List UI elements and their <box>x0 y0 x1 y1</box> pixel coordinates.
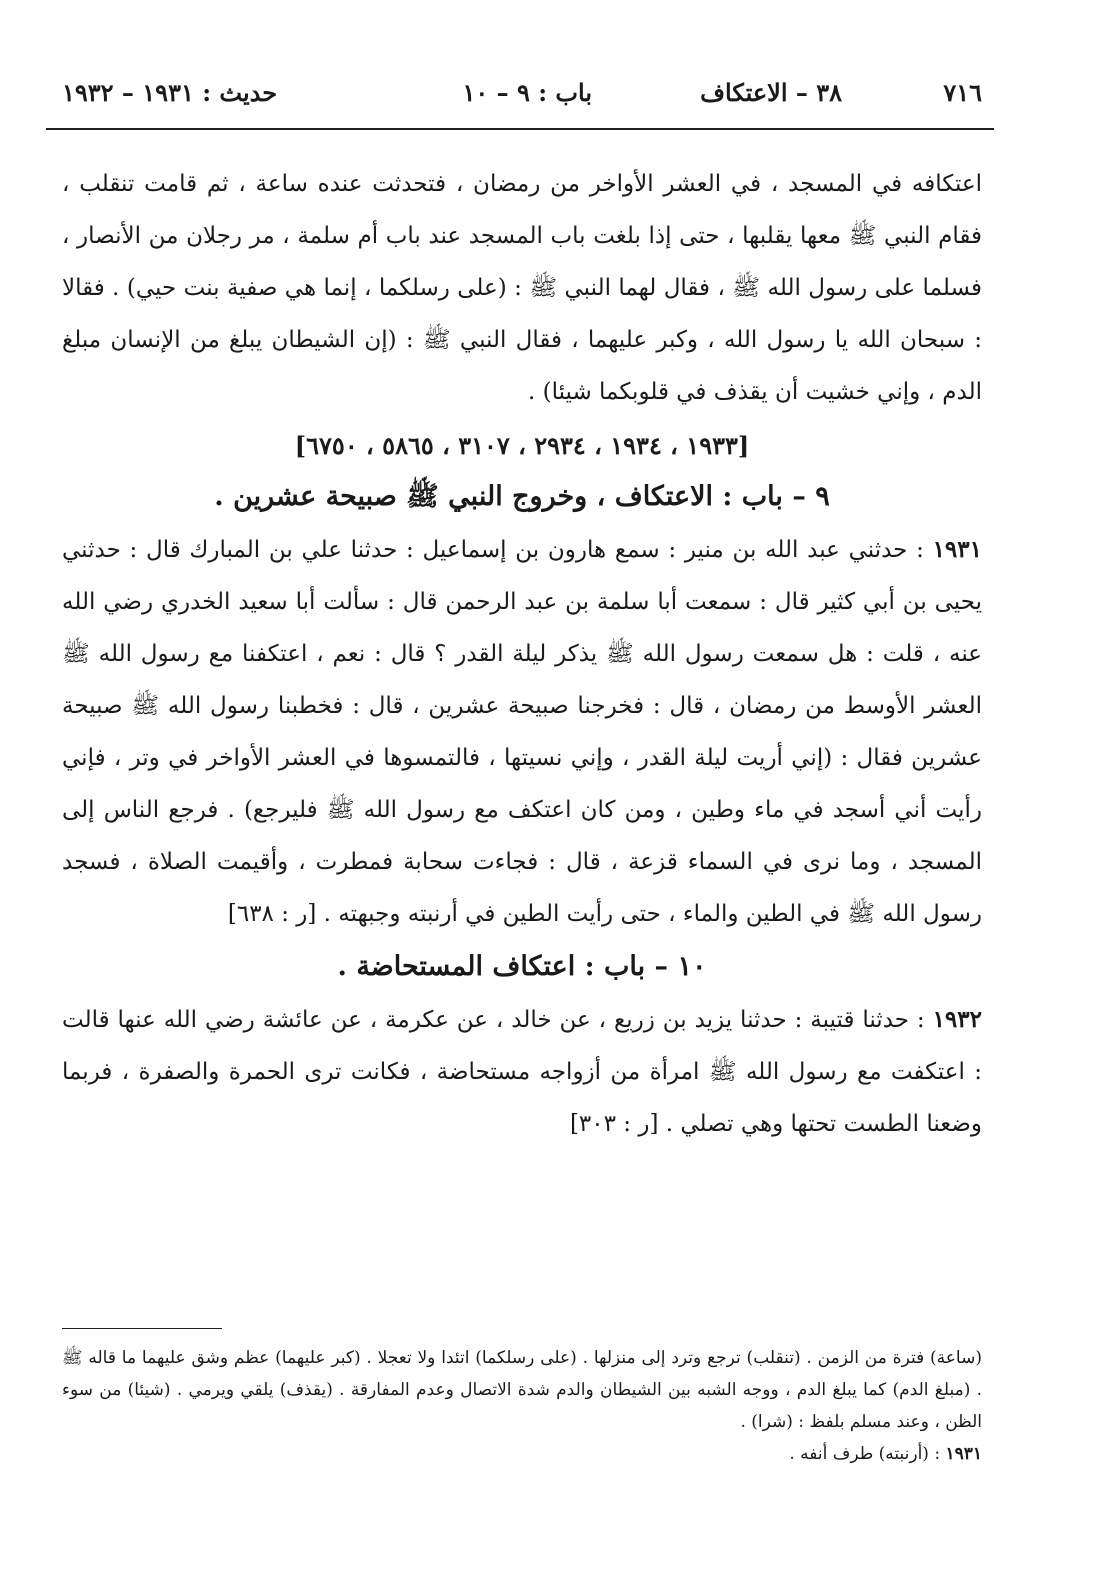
bab-9-title: ٩ – باب : الاعتكاف ، وخروج النبي ﷺ صبيحة عشرين . <box>214 481 830 512</box>
running-header <box>62 70 982 118</box>
hadith-1932 <box>62 994 982 1150</box>
footnote-general: (ساعة) فترة من الزمن . (تنقلب) ترجع وترد إلى منزلها . (على رسلكما) اتئدا ولا تعجلا . (كبر عليهما) عظم وشق عليهما ما قاله ﷺ . (مبلغ الدم) كما يبلغ الدم ، ووجه الشبه بين الشيطان والدم شدة الاتصال وعدم المفارقة . (يقذف) يلقي ويرمي . (شيئا) من سوء الظن ، وعند مسلم بلفظ : (شرا) . <box>62 1348 982 1432</box>
page-number: ٧١٦ <box>943 78 982 107</box>
cross-references: [١٩٣٣ ، ١٩٣٤ ، ٢٩٣٤ ، ٣١٠٧ ، ٥٨٦٥ ، ٦٧٥٠] <box>294 431 750 460</box>
hadith-range: حديث : ١٩٣١ – ١٩٣٢ <box>62 78 278 107</box>
footnote-rule <box>62 1328 222 1329</box>
bab-10-title: ١٠ – باب : اعتكاف المستحاضة . <box>337 951 707 982</box>
footnotes <box>62 1342 982 1470</box>
hadith-reference: [ر : ٣٠٣] <box>569 1111 666 1137</box>
footnote-1931 <box>62 1438 982 1470</box>
footnote-text: : (أرنبته) طرف أنفه . <box>789 1444 946 1464</box>
hadith-number: ١٩٣٢ <box>932 1006 982 1033</box>
hadith-number: ١٩٣١ <box>932 536 982 563</box>
main-text <box>62 158 982 1150</box>
chapter-title: ٣٨ – الاعتكاف <box>700 78 842 107</box>
hadith-1931 <box>62 524 982 940</box>
footnote-number: ١٩٣١ <box>945 1444 982 1464</box>
header-rule <box>46 128 994 130</box>
bab-range: باب : ٩ – ١٠ <box>462 78 592 107</box>
hadith-reference: [ر : ٦٣٨] <box>227 901 324 927</box>
hadith-text: : حدثنا قتيبة : حدثنا يزيد بن زريع ، عن خالد ، عن عكرمة ، عن عائشة رضي الله عنها قالت : اعتكفت مع رسول الله ﷺ امرأة من أزواجه مستحاضة ، فكانت ترى الحمرة والصفرة ، فربما وضعنا الطست تحتها وهي تصلي . <box>62 1007 982 1137</box>
hadith-text: : حدثني عبد الله بن منير : سمع هارون بن إسماعيل : حدثنا علي بن المبارك قال : حدثني يحيى بن أبي كثير قال : سمعت أبا سلمة بن عبد الرحمن قال : سألت أبا سعيد الخدري رضي الله عنه ، قلت : هل سمعت رسول الله ﷺ يذكر ليلة القدر ؟ قال : نعم ، اعتكفنا مع رسول الله ﷺ العشر الأوسط من رمضان ، قال : فخرجنا صبيحة عشرين ، قال : فخطبنا رسول الله ﷺ صبيحة عشرين فقال : (إني أريت ليلة القدر ، وإني نسيتها ، فالتمسوها في العشر الأواخر في وتر ، فإني رأيت أني أسجد في ماء وطين ، ومن كان اعتكف مع رسول الله ﷺ فليرجع) . فرجع الناس إلى المسجد ، وما نرى في السماء قزعة ، قال : فجاءت سحابة فمطرت ، وأقيمت الصلاة ، فسجد رسول الله ﷺ في الطين والماء ، حتى رأيت الطين في أرنبته وجبهته . <box>62 537 982 927</box>
continuation-paragraph: اعتكافه في المسجد ، في العشر الأواخر من رمضان ، فتحدثت عنده ساعة ، ثم قامت تنقلب ، فقام النبي ﷺ معها يقلبها ، حتى إذا بلغت باب المسجد عند باب أم سلمة ، مر رجلان من الأنصار ، فسلما على رسول الله ﷺ ، فقال لهما النبي ﷺ : (على رسلكما ، إنما هي صفية بنت حيي) . فقالا : سبحان الله يا رسول الله ، وكبر عليهما ، فقال النبي ﷺ : (إن الشيطان يبلغ من الإنسان مبلغ الدم ، وإني خشيت أن يقذف في قلوبكما شيئا) . <box>62 171 982 405</box>
book-page <box>62 70 982 1560</box>
